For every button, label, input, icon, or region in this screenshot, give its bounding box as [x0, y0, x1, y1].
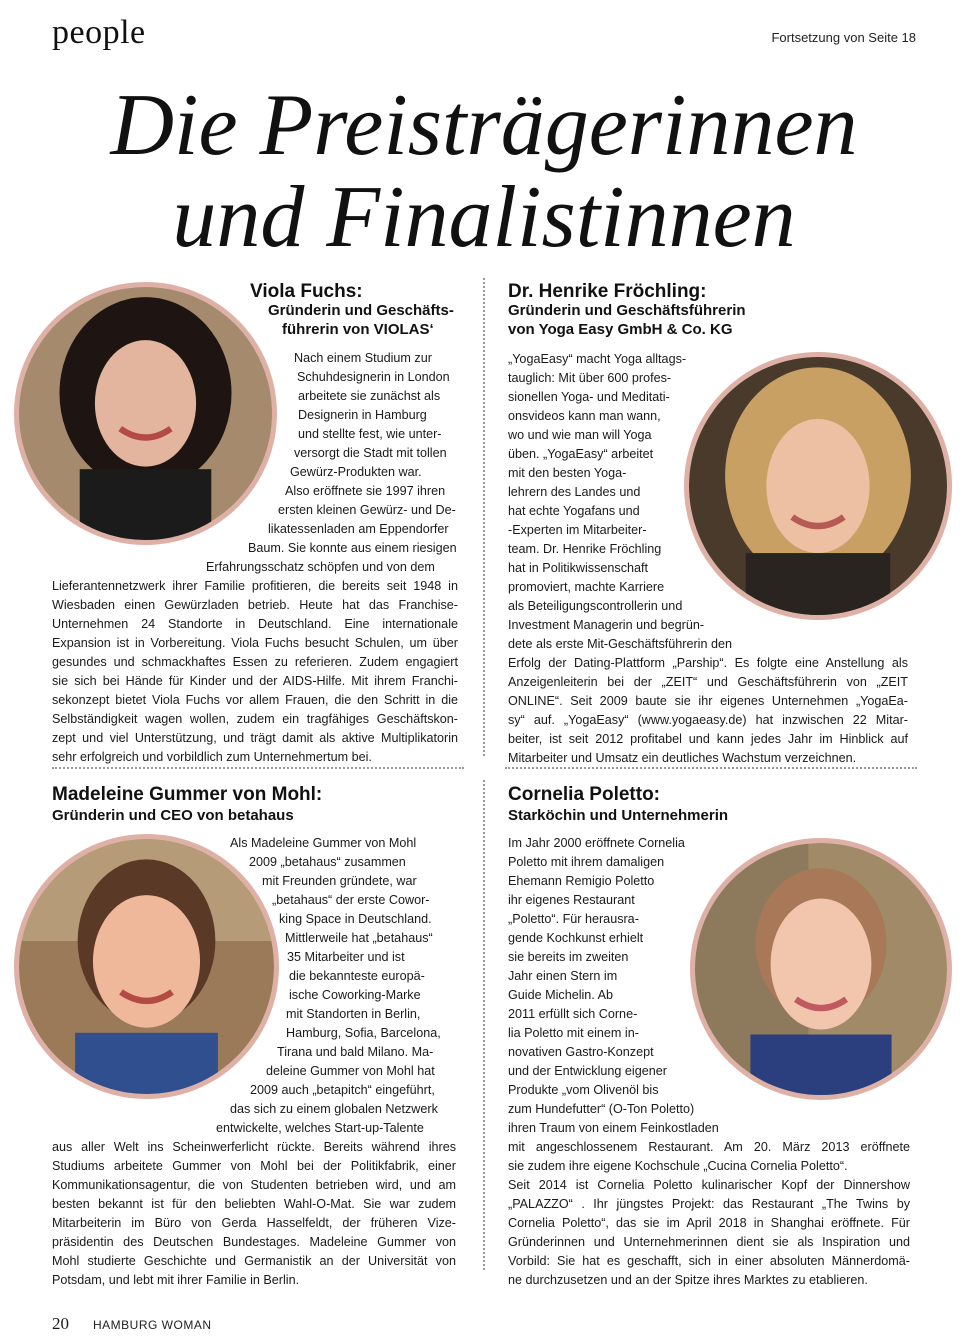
- body-line: 2011 erfüllt sich Corne-: [508, 1007, 638, 1021]
- page-number: 20: [52, 1314, 69, 1333]
- section-label: people: [52, 14, 146, 51]
- profile-role-line: Starköchin und Unternehmerin: [508, 807, 729, 824]
- body-line: Investment Managerin und begrün-: [508, 618, 705, 632]
- profile-role-line: von Yoga Easy GmbH & Co. KG: [508, 321, 733, 338]
- body-line: hat in Politikwissenschaft: [508, 561, 648, 575]
- profile-name: Viola Fuchs:: [250, 281, 363, 302]
- body-line: Jahr einen Stern im: [508, 969, 618, 983]
- body-line: gesundes und schmackhaftes Essen zu referieren. Zudem engagiert: [52, 655, 458, 669]
- body-line: Kommunikationsagentur, die von Studenten betrieben wird, und am: [52, 1178, 456, 1192]
- body-line: lia Poletto mit einem in-: [508, 1026, 639, 1040]
- body-line: Seit 2014 ist Cornelia Poletto kulinarischer Kopf der Dinnershow: [508, 1178, 910, 1192]
- body-line: Expansion ist in Vorbereitung. Viola Fuchs besucht Schulen, um über: [52, 636, 458, 650]
- body-line: Wiesbaden einen Gewürzladen betrieb. Heute hat das Franchise-: [52, 598, 458, 612]
- body-line: sy“ auf. „YogaEasy“ (www.yogaeasy.de) hat inzwischen 22 Mitar-: [508, 713, 908, 727]
- body-line: Cornelia Poletto“, das sie im April 2018 in Shanghai eröffnete. Für: [508, 1216, 910, 1230]
- body-line: Hamburg, Sofia, Barcelona,: [286, 1026, 441, 1040]
- body-line: Studiums arbeitete Gummer von Mohl bei der Politikfabrik, einer: [52, 1159, 456, 1173]
- body-line: Poletto mit ihrem damaligen: [508, 855, 665, 869]
- body-line: Unternehmen 24 Standorte in Deutschland. Eine internationale: [52, 617, 458, 631]
- body-line: zum Hundefutter“ (O-Ton Poletto): [508, 1102, 695, 1116]
- portrait-photo: [14, 282, 277, 545]
- body-line: und der Entwicklung eigener: [508, 1064, 667, 1078]
- body-line: „Poletto“. Für herausra-: [508, 912, 639, 926]
- section-divider-right: [505, 767, 917, 769]
- body-line: sie zudem ihre eigene Kochschule „Cucina Cornelia Poletto“.: [508, 1159, 848, 1173]
- body-line: Erfolg der Dating-Plattform „Parship“. Es folgte eine Anstellung als: [508, 656, 908, 670]
- body-line: team. Dr. Henrike Fröchling: [508, 542, 662, 556]
- profile-name: Cornelia Poletto:: [508, 784, 661, 805]
- body-line: Lieferantennetzwerk ihrer Familie profitieren, die bereits seit 1948 in: [52, 579, 458, 593]
- body-line: novativen Gastro-Konzept: [508, 1045, 654, 1059]
- profile-name: Madeleine Gummer von Mohl:: [52, 784, 323, 805]
- profile-role-line: Gründerin und Geschäfts-: [268, 302, 454, 319]
- body-line: 35 Mitarbeiter und ist: [287, 950, 405, 964]
- headline-line-1: Die Preisträgerinnen: [110, 77, 858, 174]
- body-line: dete als erste Mit-Geschäftsführerin den: [508, 637, 732, 651]
- profile-role-line: Gründerin und Geschäftsführerin: [508, 302, 746, 319]
- profile-role-line: führerin von VIOLAS‘: [282, 321, 434, 338]
- body-line: Im Jahr 2000 eröffnete Cornelia: [508, 836, 685, 850]
- body-line: king Space in Deutschland.: [279, 912, 432, 926]
- body-line: ONLINE“. Seit 2009 baute sie ihr eigenes Unternehmen „YogaEa-: [508, 694, 908, 708]
- profile-role-line: Gründerin und CEO von betahaus: [52, 807, 294, 824]
- portrait-photo: [14, 834, 279, 1099]
- body-line: Mohl studierte Geschichte und Germanistik an der Universität von: [52, 1254, 456, 1268]
- section-divider-left: [52, 767, 464, 769]
- body-line: Gewürz-Produkten war.: [290, 465, 422, 479]
- body-line: arbeitete sie zunächst als: [298, 389, 441, 403]
- body-line: Erfahrungsschatz schöpfen und von dem: [206, 560, 435, 574]
- page-headline: [0, 77, 968, 266]
- body-line: ersten kleinen Gewürz- und De-: [278, 503, 456, 517]
- body-line: und stellte fest, wie unter-: [298, 427, 442, 441]
- body-line: ne durchzusetzen und an der Spitze ihres Marktes zu etablieren.: [508, 1273, 868, 1287]
- body-line: gende Kochkunst erhielt: [508, 931, 644, 945]
- body-line: mit Standorten in Berlin,: [286, 1007, 421, 1021]
- body-line: sie bereits im zweiten: [508, 950, 629, 964]
- body-line: promoviert, machte Karriere: [508, 580, 665, 594]
- body-line: Also eröffnete sie 1997 ihren: [285, 484, 446, 498]
- body-line: mit den besten Yoga-: [508, 466, 627, 480]
- profile-name: Dr. Henrike Fröchling:: [508, 281, 707, 302]
- body-line: ihr eigenes Restaurant: [508, 893, 635, 907]
- body-line: wo und wie man will Yoga: [508, 428, 652, 442]
- body-line: sekonzept bietet Viola Fuchs vor allem Frauen, die den Schritt in die: [52, 693, 458, 707]
- column-divider-bottom: [483, 780, 485, 1270]
- body-line: Gründerinnen und Unternehmerinnen dient sie als Inspiration und: [508, 1235, 910, 1249]
- body-line: Als Madeleine Gummer von Mohl: [230, 836, 417, 850]
- body-line: 2009 „betahaus“ zusammen: [249, 855, 406, 869]
- body-line: die bekannteste europä-: [289, 969, 425, 983]
- body-line: Potsdam, und lebt mit ihrer Familie in Berlin.: [52, 1273, 300, 1287]
- body-line: onsvideos kann man wann,: [508, 409, 661, 423]
- body-line: zept und viel Unterstützung, und trägt damit als aktive Multiplikatorin: [52, 731, 458, 745]
- body-line: Selbständigkeit wagen wollen, zudem ein tragfähiges Geschäftskon-: [52, 712, 458, 726]
- body-line: 2009 auch „betapitch“ eingeführt,: [250, 1083, 435, 1097]
- body-line: mit angeschlossenem Restaurant. Am 20. März 2013 eröffnete: [508, 1140, 910, 1154]
- body-line: Schuhdesignerin in London: [297, 370, 450, 384]
- body-line: präsidentin des Deutschen Bundestages. Madeleine Gummer von: [52, 1235, 456, 1249]
- body-line: Baum. Sie konnte aus einem riesigen: [248, 541, 457, 555]
- body-line: Produkte „vom Olivenöl bis: [508, 1083, 659, 1097]
- headline-line-2: und Finalistinnen: [172, 169, 796, 266]
- body-line: Mitarbeiter und Umsatz ein deutliches Wachstum verzeichnen.: [508, 751, 857, 765]
- body-line: ihren Traum von einem Feinkostladen: [508, 1121, 719, 1135]
- body-line: Designerin in Hamburg: [298, 408, 427, 422]
- body-line: Anzeigenleiterin bei der „ZEIT“ und Geschäftsführerin von „ZEIT: [508, 675, 908, 689]
- body-line: sehr erfolgreich und vorbildlich zum Unternehmertum bei.: [52, 750, 372, 764]
- body-line: beiter, ist seit 2012 profitabel und kann jedes Jahr im Hinblick auf: [508, 732, 908, 746]
- body-line: hat echte Yogafans und: [508, 504, 640, 518]
- continued-from-note: Fortsetzung von Seite 18: [771, 30, 916, 45]
- body-line: aus aller Welt ins Scheinwerferlicht rückte. Bereits während ihres: [52, 1140, 456, 1154]
- body-line: „PALAZZO“ . Ihr jüngstes Projekt: das Restaurant „The Twins by: [508, 1197, 910, 1211]
- body-line: „betahaus“ der erste Cowor-: [272, 893, 430, 907]
- body-line: das sich zu einem globalen Netzwerk: [230, 1102, 438, 1116]
- body-line: Mittlerweile hat „betahaus“: [285, 931, 433, 945]
- body-line: entwickelte, welches Start-up-Talente: [216, 1121, 424, 1135]
- body-line: als Beteiligungscontrollerin und: [508, 599, 683, 613]
- body-line: lehrern des Landes und: [508, 485, 641, 499]
- body-line: besten bekannt ist für den beliebten Wahl-O-Mat. Sie war zudem: [52, 1197, 456, 1211]
- magazine-name: HAMBURG WOMAN: [93, 1318, 212, 1332]
- body-line: deleine Gummer von Mohl hat: [266, 1064, 435, 1078]
- body-line: mit Freunden gründete, war: [262, 874, 417, 888]
- body-line: versorgt die Stadt mit tollen: [294, 446, 447, 460]
- body-line: Mitarbeiterin im Büro von Gerda Hasselfeldt, der früheren Vize-: [52, 1216, 456, 1230]
- body-line: Vorbild: Sie hat es geschafft, sich in einer absoluten Männerdomä-: [508, 1254, 910, 1268]
- column-divider-top: [483, 278, 485, 756]
- body-line: Guide Michelin. Ab: [508, 988, 614, 1002]
- body-line: tauglich: Mit über 600 profes-: [508, 371, 672, 385]
- body-line: Nach einem Studium zur: [294, 351, 432, 365]
- body-line: Tirana und bald Milano. Ma-: [277, 1045, 434, 1059]
- body-line: Ehemann Remigio Poletto: [508, 874, 655, 888]
- body-line: üben. „YogaEasy“ arbeitet: [508, 447, 654, 461]
- body-line: sionellen Yoga- und Meditati-: [508, 390, 670, 404]
- body-line: sie sich bei Hände für Kinder und der AIDS-Hilfe. Mit ihrem Franchi-: [52, 674, 458, 688]
- body-line: likatessenladen am Eppendorfer: [268, 522, 449, 536]
- body-line: „YogaEasy“ macht Yoga alltags-: [508, 352, 687, 366]
- portrait-photo: [684, 352, 952, 620]
- body-line: -Experten im Mitarbeiter-: [508, 523, 647, 537]
- portrait-photo: [690, 838, 952, 1100]
- body-line: ische Coworking-Marke: [289, 988, 421, 1002]
